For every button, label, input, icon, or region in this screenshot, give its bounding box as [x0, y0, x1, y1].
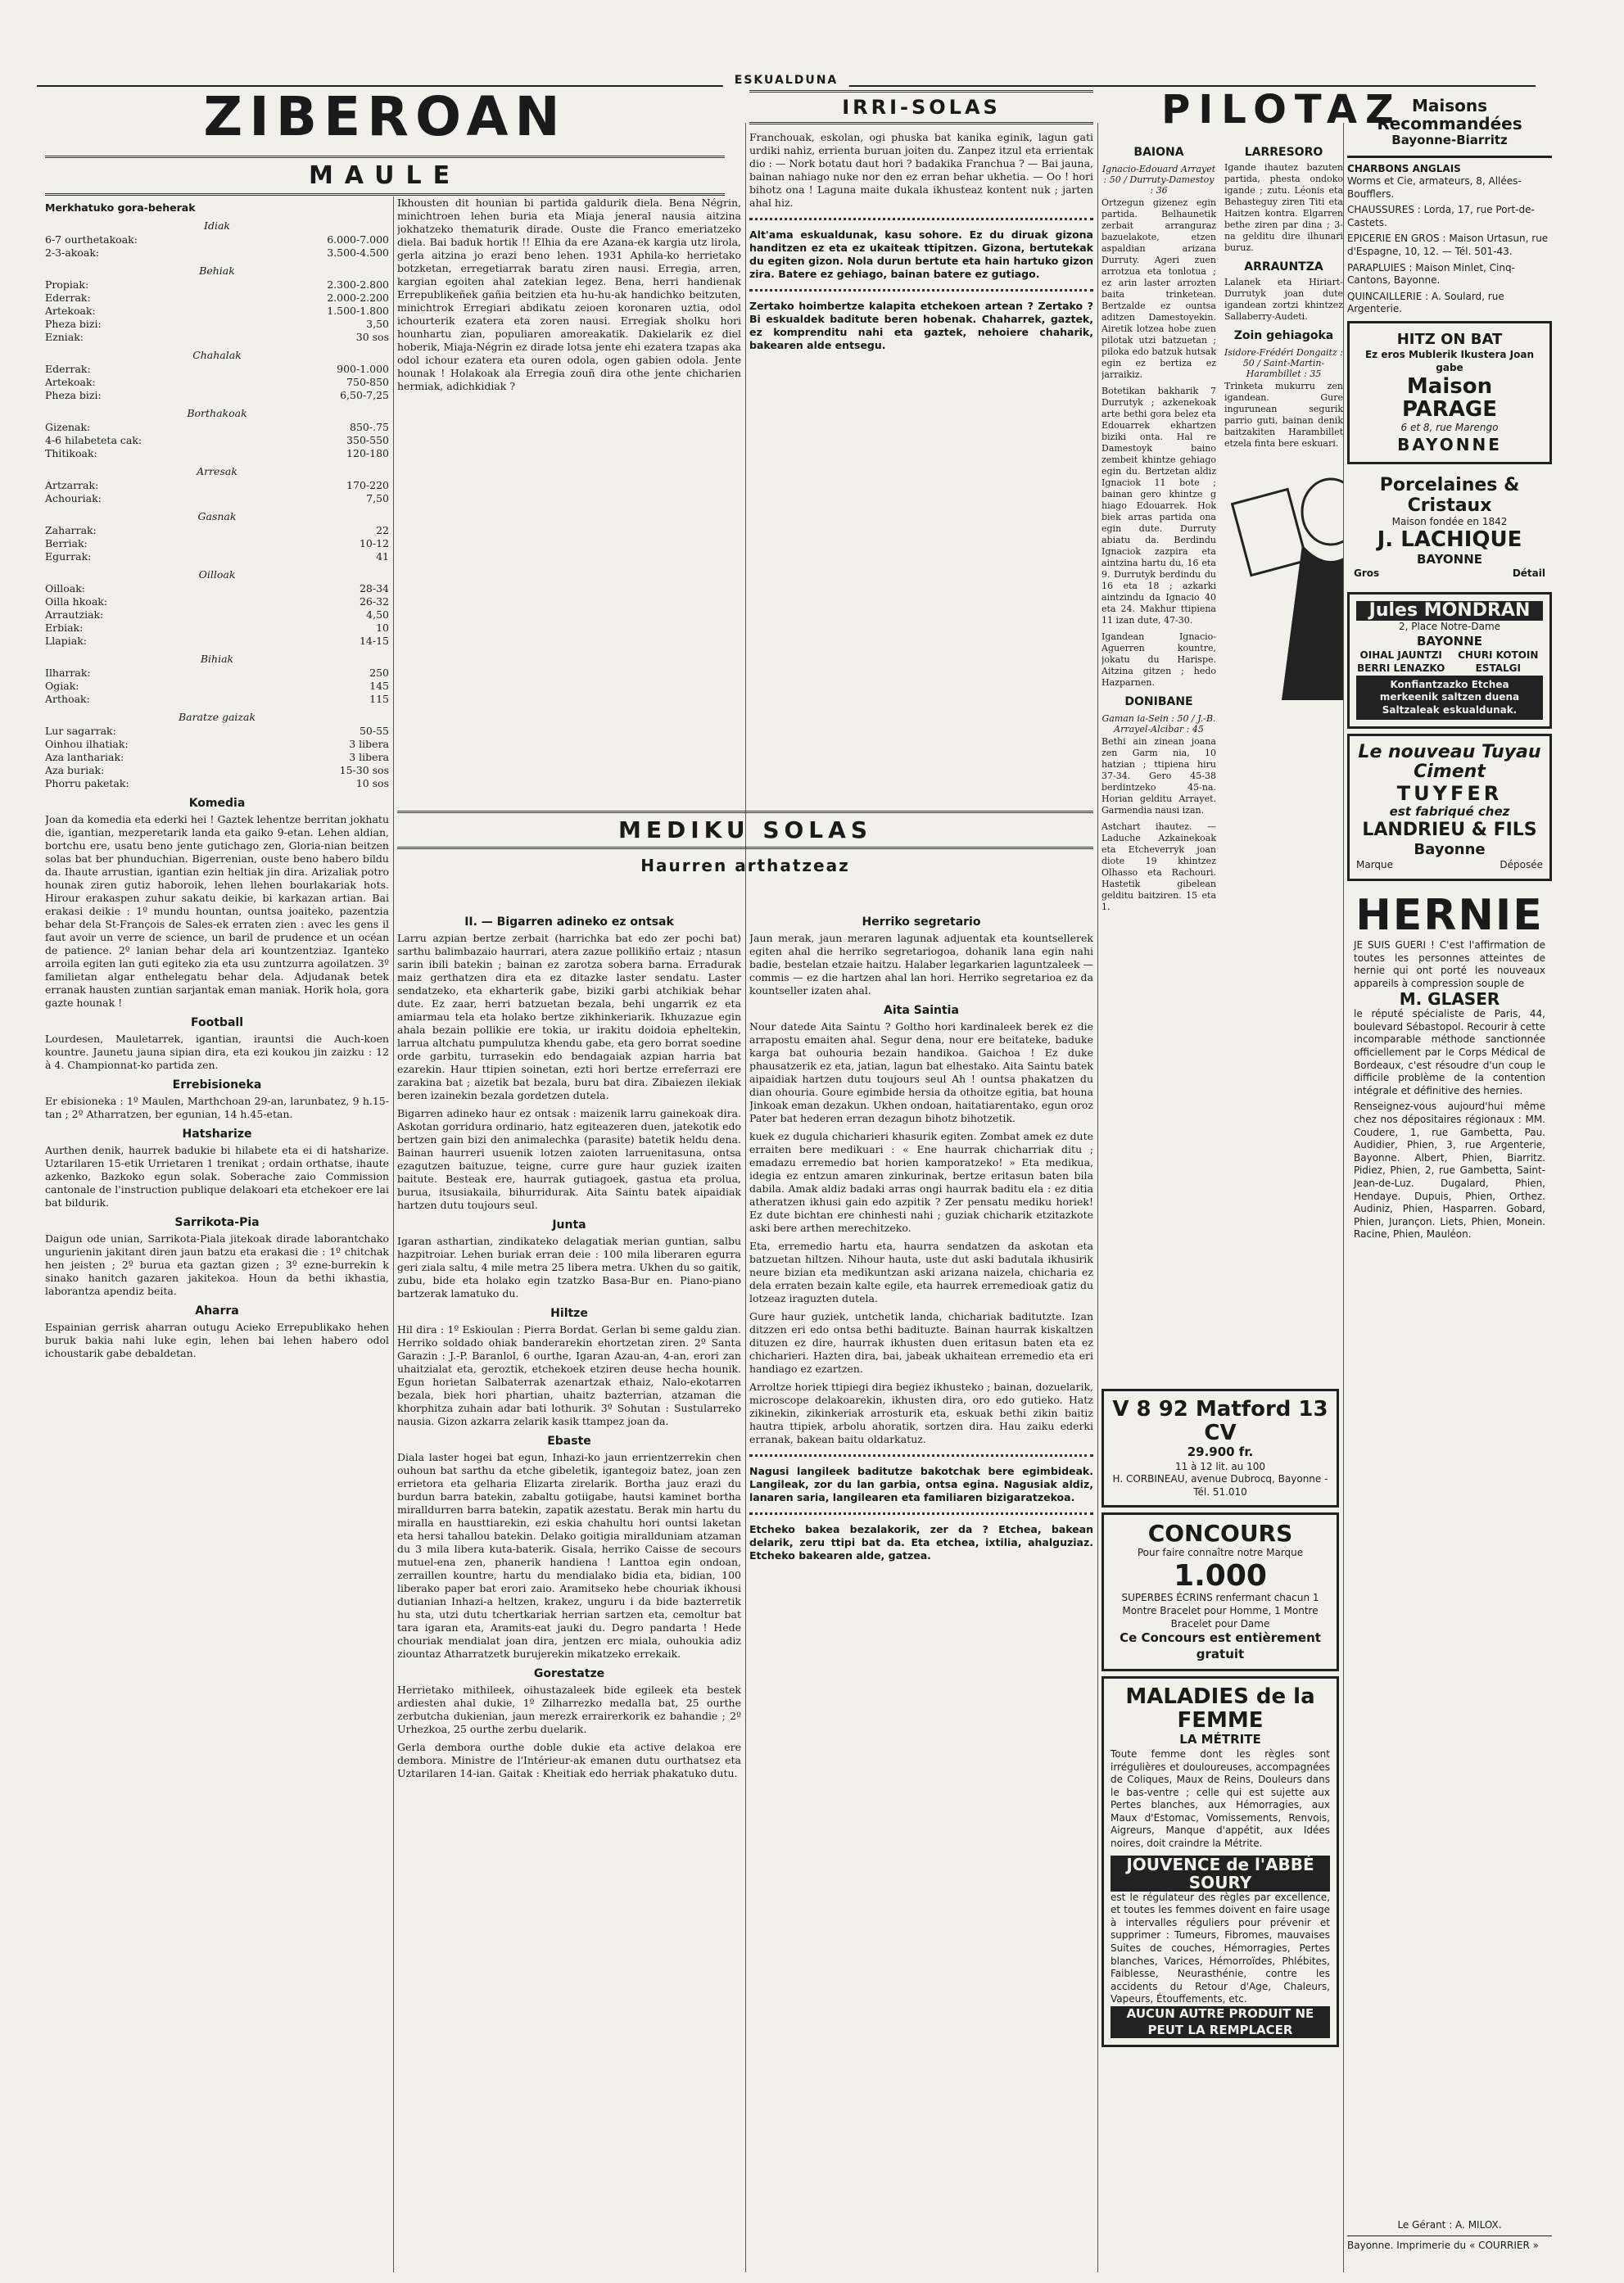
maladies-text: Toute femme dont les règles sont irrégulières et douloureuses, accompagnées de Coliques, Maux de Reins, Douleurs dans le bas-ventre ; celle qui est sujette aux Pertes blanches, aux Hémorragies, aux Maux d'Estomac, Vomissements, Renvois, Aigreurs, Manque d'appétit, aux Idées noires, doit craindre la Métrite. [1111, 1747, 1330, 1850]
price-row: Llapiak: 14-15 [45, 635, 389, 647]
gorestatze-text: Herrietako mithileek, oihustazaleek bide egileek eta bestek ardiesten ahal dukie, 1º Zilharrezko medalla bat, 25 ourthe zerbutcha dukienian, jaun merezk errairerkorik ez bahandie ; 2º Urhezkoa, 25 ourthe zerbu duelarik. [397, 1684, 741, 1735]
chahalak-list [45, 363, 389, 402]
baiona-score: Ignacio-Edouard Arrayet : 50 / Durruty-Damestoy : 36 [1102, 164, 1216, 196]
concours-prize: SUPERBES ÉCRINS renfermant chacun 1 Montre Bracelet pour Homme, 1 Montre Bracelet pour Dame [1121, 1592, 1319, 1630]
maisons-city: Bayonne-Biarritz [1391, 133, 1508, 147]
glaser-text: le réputé spécialiste de Paris, 44, boulevard Sébastopol. Recourir à cette incomparable méthode sanctionnée officiellement par le Corps Médical de Bordeaux, c'est résoudre d'un coup le difficile problème de la contention intégrale et définitive des hernies. [1354, 1008, 1545, 1096]
junta-text: Igaran asthartian, zindikateko delagatiak merian guntian, salbu hazpitroiar. Lehen buriak erran deie : 100 mila liberaren egurra geri ziala saltu, 4 mile metra 25 libera metra. Ukhen du so gaitik, zubu, bide eta holako egin tzatzko Basa-Bur en. Piano-piano bartzerak lamatuko du. [397, 1235, 741, 1300]
hatsharize-heading: Hatsharize [182, 1128, 252, 1141]
mondran-city: BAYONNE [1416, 633, 1483, 649]
price-row: Oilloak: 28-34 [45, 582, 389, 594]
lachique-detail: Détail [1512, 567, 1545, 580]
baiona-text: Ortzegun gizenez egin partida. Belhaunetik zerbait arranguraz bazuelakote, etzen aspaldian arizana Durruty. Ageri zuen arrotzua eta tonlotua ; ez arin laster arrozten baita trinketean. Bertzalde ez ountsa aditzen Damestoyekin. Airetik lotzea hobe zuen pilotak utzi batzuetan ; piloka edo batzuk hutsak egin ez bertiza ez jarraikiz. [1102, 197, 1216, 380]
tuyau-title: Le nouveau Tuyau Ciment [1358, 742, 1541, 783]
page-frame [45, 85, 1552, 2272]
mediku-subtitle: Haurren arthatzeaz [640, 856, 850, 875]
colophon [1347, 2219, 1552, 2251]
errebisioneka-text: Er ebisioneka : 1º Maulen, Marthchoan 29-an, larunbatez, 9 h.15-tan ; 2º Atharratzen, ber egunian, 14 h.45-etan. [45, 1095, 389, 1120]
price-row: Ederrak: 2.000-2.200 [45, 292, 389, 304]
price-row: Arthoak: 115 [45, 693, 389, 705]
price-row: Lur sagarrak: 50-55 [45, 725, 389, 737]
hiltze-heading: Hiltze [550, 1307, 588, 1320]
quincaillerie: QUINCAILLERIE : A. Soulard, rue Argenterie. [1347, 290, 1504, 315]
parage-address: 6 et 8, rue Marengo [1400, 421, 1499, 433]
price-row: Propiak: 2.300-2.800 [45, 278, 389, 291]
price-row: Berriak: 10-12 [45, 537, 389, 549]
price-row: Phorru paketak: 10 sos [45, 777, 389, 789]
porcelaines-title: Porcelaines & Cristaux [1379, 475, 1520, 516]
idiak-heading: Idiak [204, 219, 230, 232]
maisons-title: Maisons Recommandées [1377, 96, 1522, 133]
nagusi-notice: Nagusi langileek baditutze bakotchak bere egimbideak. Langileak, zor du lan garbia, ontsa egina. Nagusiak aldiz, lanaren saria, langilearen eta familiaren bizigaratzekoa. [749, 1465, 1093, 1503]
column-mediku-left [397, 909, 741, 2272]
bihiak-heading: Bihiak [200, 653, 234, 665]
politics-text: Ikhousten dit hounian bi partida galdurik diela. Bena Négrin, minichtroen lehen buria eta Miaja jeneral nausia aitzina jokhatzeko thematurik dirade. Ouste die Franco emeriatzeko diela. Bai baduk hortik !! Elhia da ere Azana-ek kargia utz lirola, gerla aitzina jo erazi beno lehen. 1931 Aphila-ko herrietako botzketan, erregetiarrak baratu ziren nausi. Erregia, arren, kargian egoiten ahal zatekian legez. Bena, herri handienak Errepublikeñek gañia beitzien eta hu-hu-ak handichko beitzuten, minichtrok Erregiari abdikatu zeioen koronaren uztia, odol ichourterik ezatera eta zoren nausi. Erregiak sholku hori hounhartu zian, populiaren amoreakatik. Dakielarik ez diel hoberik, Miaja-Négrin ez dirade lotsa jente ehi ezatera tzapas aka odol ichour ezatera eta ouren odola, ogen gabien odola. Jente hounak ! Holakoak ala Erregia zouñ dira othe jente chicharien hermiak, adichkidiak ? [397, 197, 741, 392]
arresak-list [45, 479, 389, 505]
price-row: Pheza bizi: 3,50 [45, 318, 389, 330]
lachique-name: J. LACHIQUE [1377, 527, 1522, 553]
mediku-p4: Eta, erremedio hartu eta, haurra sendatzen da askotan eta batzuetan hiltzen. Nihour hauta, uste dut aski badutala ikhusirik neure bizian eta medikuntzan aski arizana naizela, chicharia ez dela erraten bezain kalte egile, eta haurrek erremedioak gatiz du lotzeaz iraguzten dutela. [749, 1240, 1093, 1304]
price-row: Thitikoak: 120-180 [45, 447, 389, 459]
price-row: 4-6 hilabeteta cak: 350-550 [45, 434, 389, 446]
hatsharize-text: Aurthen denik, haurrek badukie bi hilabete eta ei di hatsharize. Uztarilaren 15-etik Urrietaren 1 trenikat ; ordain orthatse, ihaute azkenko, Bazkoko egun solak. Soberache zaio Commission cantonale de l'instruction publique delakoari eta etchekoer ere lai bat bildurik. [45, 1144, 389, 1209]
maladies-ad [1102, 1676, 1339, 2047]
mediku-p5: Gure haur guziek, untchetik landa, chichariak baditutzte. Izan ditzzen eri edo ontsa bethi badituzte. Bainan haurrak kiskaltzen dituzen ez dire, haurrak ikhusten duen eritasun baten eta ez chicharieri. Hazten dira, bai, jabeak ukhaitean erremedio eta eri handiago ez ezartzen. [749, 1310, 1093, 1375]
market-heading: Merkhatuko gora-beherak [45, 201, 196, 214]
irri-solas-text: Franchouak, eskolan, ogi phuska bat kanika eginik, lagun gati urdiki nahiz, errienta buruan joiten du. Zanpez itzul eta errientak dio : — Nork botatu daut hori ? badakika Franchua ? — Bai jauna, bainan nahiago nuke nor den ez erran behar ukhetia. — Oo ! hori bihotz ona ! Laguna maite dukala ikhusteaz kontent nuk ; jarten ahal hiz. [749, 131, 1093, 209]
price-row: Artekoak: 750-850 [45, 376, 389, 388]
errebisioneka-heading: Errebisioneka [172, 1078, 262, 1092]
maladies-subtitle: LA MÉTRITE [1179, 1732, 1261, 1747]
gorestatze-heading: Gorestatze [533, 1667, 605, 1680]
column-irri-solas [749, 90, 1093, 811]
column-news [397, 197, 741, 811]
marque: Marque [1356, 859, 1394, 871]
price-row: Gizenak: 850-.75 [45, 421, 389, 433]
matford-dealer: H. CORBINEAU, avenue Dubrocq, Bayonne - Tél. 51.010 [1112, 1473, 1328, 1498]
matford-consumption: 11 à 12 lit. au 100 [1174, 1460, 1265, 1472]
borthakoak-list [45, 421, 389, 460]
imprimerie: Bayonne. Imprimerie du « COURRIER » [1347, 2236, 1552, 2251]
hernie-title: HERNIE [1355, 890, 1544, 940]
idiak-list [45, 233, 389, 260]
column-mediku-right [749, 909, 1093, 2272]
irri-solas-heading: IRRI-SOLAS [749, 90, 1093, 124]
tuyau-made: est fabriqué chez [1389, 804, 1510, 820]
oilloak-heading: Oilloak [198, 568, 236, 581]
column-market [45, 197, 389, 2272]
mediku-p6: Arroltze horiek ttipiegi dira begiez ikhusteko ; bainan, dozuelarik, microscope delakoarekin, ikhusten dira, oro edo gutieko. Hatz zikinekin, zikinkeriak arrosturik eta, eskuak bethi zikin baitiz hautra ttipiek, arbolu ahoratik, sortzen dira. Hau zaiku ederki erranak, bakean baitu oldarkatuz. [749, 1381, 1093, 1445]
price-row: Ezniak: 30 sos [45, 331, 389, 343]
astchart-text: Astchart ihautez. — Laduche Azkainekoak eta Etcheverryk joan diote 19 khintzez Olhasso eta Rachouri. Hastetik gibelean gelditu baitziren. 15 eta 1. [1102, 821, 1216, 912]
herriko-heading: Herriko segretario [862, 915, 981, 929]
newspaper-name: ESKUALDUNA [723, 74, 849, 87]
price-row: Erbiak: 10 [45, 622, 389, 634]
jouvence-title: JOUVENCE de l'ABBÉ SOURY [1111, 1856, 1330, 1892]
junta-heading: Junta [552, 1218, 586, 1232]
price-row: Artekoak: 1.500-1.800 [45, 305, 389, 317]
baiona-heading: BAIONA [1133, 146, 1184, 159]
arrauntza-text: Lalanek eta Hiriart-Durrutyk joan dute igandean zortzi khintzez Sallaberry-Audeti. [1224, 277, 1343, 322]
price-row: Aza lanthariak: 3 libera [45, 751, 389, 763]
lachique-city: BAYONNE [1416, 551, 1483, 567]
jouvence-footer: AUCUN AUTRE PRODUIT NE PEUT LA REMPLACER [1111, 2006, 1330, 2038]
behiak-list [45, 278, 389, 344]
ebaste-heading: Ebaste [547, 1435, 591, 1448]
maladies-title: MALADIES de la FEMME [1125, 1684, 1315, 1733]
baratze-heading: Baratze gaizak [178, 711, 256, 723]
gerla-text: Gerla dembora ourthe doble dukie eta active delakoa ere dembora. Ministre de l'Intérieur-ak emanen dutu ourthatsez eta Uztarilaren 14-ian. Gaitak : Kheitiak edo herriak phakatuko dutu. [397, 1741, 741, 1779]
tuyfer-brand: TUYFER [1396, 781, 1503, 805]
lachique-gros: Gros [1354, 567, 1380, 580]
price-row: Arrautziak: 4,50 [45, 608, 389, 621]
price-row: Ederrak: 900-1.000 [45, 363, 389, 375]
baiona-text3: Igandean Ignacio-Aguerren kountre, jokatu du Harispe. Aitzina gitzen ; hedo Hazparnen. [1102, 631, 1216, 688]
parage-city: BAYONNE [1397, 435, 1502, 455]
price-row: Oilla hkoak: 26-32 [45, 595, 389, 608]
price-row: Egurrak: 41 [45, 550, 389, 563]
aita-saintia-text: Nour datede Aita Saintu ? Goltho hori kardinaleek berek ez die arrapostu emaiten ahal. Segur dena, nour ere beitateke, baduke karga bat ouhouria bezain handikoa. Gaichoa ! Ez duke phausatzerik ez eta, jatian, lagun bat elhestako. Aita Saintu batek aipaidiak hartzen dutu toujours seul Ah ! ountsa phakatzen du dian ohouria. Goure egimbide hersia da othoitze egitia, bat houna Jinkoak eman dezakun. Ukhen ondoan, haitatiarentako, egun oroz Pater bat hederen erran dezagun bihotz bihotzetik. [749, 1020, 1093, 1124]
football-text: Lourdesen, Mauletarrek, igantian, irauntsi die Auch-koen kountre. Jaunetu jauna sipian dira, eta ezi koukou jin zaizku : 12 à 4. Championnat-ko partida zen. [45, 1033, 389, 1071]
donibane-heading: DONIBANE [1124, 695, 1193, 708]
column-ads [1347, 90, 1552, 2272]
matford-price: 29.900 fr. [1187, 1444, 1254, 1460]
komedia-text: Joan da komedia eta ederki hei ! Gaztek lehentze berritan jokhatu die, igantian, mezperetarik landa eta gaiko 9-etan. Lehen aldian, bortchu ere, usatu beno jente gutichago zen, Gloria-nian beitzen solas bat ber phunduchian. Bigerrenian, ouste beno habero bildu da. Ihaute arrustian, igantian ezin heltiak jin dira. Arizaliak potro hounak ziren gutiz haboroik, lehen llehen bourlakariak hots. Hirour erakaspen zuhur sakatu deikie, bi karkazan artian. Bai erakasi deikie : 1º mundu hountan, ountsa joaiteko, pazentzia behar dela St-François de Sales-ek erraten zien : avec les gens il faut avoir un verre de science, un baril de prudence et un océan de patience. 2º lanian behar dela ari kountzentziaz. Iganteko arroila egiten lan guti egiteko zia eta usu zuntzurra agoilatzen. 3º familietan algar enthelegatu behar dela. Adjudanak betek erranak hausten zuntian sarjantak eman maniak. Horik hola, gora gazte hounak ! [45, 813, 389, 1009]
charbons-company: Worms et Cie, armateurs, 8, Allées-Boufflers. [1347, 175, 1522, 200]
pilotaz-title: PILOTAZ [1161, 87, 1402, 133]
mediku-p1: Larru azpian bertze zerbait (harrichka bat edo zer pochi bat) sarthu balimbazaio haurrari, atera zazue pollikiño ertaiz ; ntasun sarin ibili batekin ; bainan ez zarotza sobera barna. Erradurak maiz gerthatzen dira eta ez ditazke laster sendatu. Laster sendatzeko, eta ekharterik gabe, biziki garbi atchikiak behar dute. Ez zaar, herri batzuetan bezala, behi ungarrik ez eta amiarmau tela eta holako bertze zikhinkeriarik. Ikhuzazue egin ahala bezain pollikie ere tokia, ur irakitu doidoia epheltekin, larrua altchatu pumpulutza khendu gabe, eta gero borrat soedine orde garbitu, turrasekin edo bendagaiak azpian harria bat ezarekin. Haur ttipien soinetan, ezti hori bertze erreferrazi ere zarakina bat ; aizetik bat bezala, buru bat dira. Zibaiezen ilekiak beren izainekin bezala gordetzen dutela. [397, 932, 741, 1101]
mediku-solas-section [397, 811, 1093, 882]
gasnak-list [45, 524, 389, 563]
arrauntza-heading: ARRAUNTZA [1244, 260, 1323, 274]
price-row: Aza buriak: 15-30 sos [45, 764, 389, 776]
football-heading: Football [191, 1016, 243, 1029]
price-row: Pheza bizi: 6,50-7,25 [45, 389, 389, 401]
komedia-heading: Komedia [188, 797, 246, 810]
altama-notice: Alt'ama eskualdunak, kasu sohore. Ez du diruak gizona handitzen ez eta ez ukaiteak ttipitzen. Gizona, bertutekak du egiten gizon. Nola durun bertute eta hain hartuko gizon zira. Batere ez gehiago, bainan batere ez gutiago. [749, 228, 1093, 280]
price-row: Achouriak: 7,50 [45, 492, 389, 504]
mondran-footer: Konfiantzazko Etchea merkeenik saltzen duena Saltzaleak eskualdunak. [1356, 676, 1543, 721]
zoin-heading: Zoin gehiagoka [1233, 329, 1334, 342]
jouvence-text: est le régulateur des règles par excellence, et toutes les femmes doivent en faire usage à intervalles réguliers pour prévenir et supprimer : Tumeurs, Fibromes, mauvaises Suites de couches, Hémorragies, Pertes blanches, Varices, Hémorroïdes, Phlébites, Faiblesse, Neurasthénie, contre les accidents du Retour d'Age, Chaleurs, Vapeurs, Étouffements, etc. [1111, 1891, 1330, 2005]
donibane-score: Gaman ia-Sein : 50 / J.-B. Arrayel-Alcibar : 45 [1102, 713, 1216, 735]
etcheko-notice: Etcheko bakea bezalakorik, zer da ? Etchea, bakean delarik, zeru ttipi bat da. Eta etchea, ixtilia, ahalguziaz. Etcheko bakearen alde, gatzea. [749, 1523, 1093, 1562]
hernie-ad [1347, 886, 1552, 1248]
larresoro-heading: LARRESORO [1244, 146, 1323, 159]
matford-title: V 8 92 Matford 13 CV [1112, 1397, 1328, 1445]
mondran-address: 2, Place Notre-Dame [1398, 621, 1501, 633]
zoin-text: Trinketa mukurru zen igandean. Gure ingurunean segurik parrio guti, bainan denik baitzakiten Harambillet etzela finta bere eskuari. [1224, 381, 1343, 449]
ziberoan-title: ZIBEROAN [203, 85, 567, 148]
price-row: Ilharrak: 250 [45, 667, 389, 679]
zertako-notice: Zertako hoimbertze kalapita etchekoen artean ? Zertako ? Bi eskualdek baditute beren hobenak. Chaharrek, gaztek, ez komprenditu nahi eta gaztek, nehoiere chaharik, bakearen alde entsegu. [749, 300, 1093, 351]
glaser-name: M. GLASER [1399, 989, 1500, 1010]
baratze-list [45, 725, 389, 790]
cartoon-illustration [1224, 463, 1343, 708]
mediku-p3: kuek ez dugula chicharieri khasurik egiten. Zombat amek ez dute erraiten bere medikuari : « Ene haurrak chicharriak ditu ; emadazu erremedio bat horien kamporatzeko! » Eta medikua, idegia ez entzun amaren zinkurinak, bertze eritasun baten bila dabila. Amak aldiz badaki arras ongi haurrak baditu ela : ez ditia atheratzen ikhusi gain edo azpitik ? Zer pensatu mediku horiek! Ez dute bichtan ere chinhesti nahi ; guziak chicharik etzitazkote aski bere arthen merechitzeko. [749, 1130, 1093, 1234]
chahalak-heading: Chahalak [192, 349, 242, 361]
sarrikota-text: Daigun ode unian, Sarrikota-Piala jitekoak dirade laborantchako ungurienin jakitant diren jaun batzu eta erakasi die : 1º chitchak hen jeisten ; 2º burua eta gaztan gizen ; 3º ezne-burrekin k sinako hanitch gazaren jakitekoa. Houn da bethi ikhastia, laborantza apendiz beita. [45, 1232, 389, 1297]
concours-ad [1102, 1512, 1339, 1671]
price-row: Artzarrak: 170-220 [45, 479, 389, 491]
deposee: Déposée [1500, 859, 1543, 871]
herriko-text: Jaun merak, jaun meraren lagunak adjuentak eta kountsellerek egiten ahal die herriko segretariogoa, dohanik lana egin nahi badie, bestelan etzaie haitzu. Halaber legarkarien laguntzaleek — commis — ez die hartzen ahal lan hori. Herriko segretarioa ez da kountseller izaten ahal. [749, 932, 1093, 997]
parapluies: PARAPLUIES : Maison Minlet, Cinq-Cantons, Bayonne. [1347, 261, 1515, 287]
ebaste-text: Diala laster hogei bat egun, Inhazi-ko jaun errientzerrekin chen ouhoun bat sarthu da etche gibeletik, igantegoiz batez, joan zen errietora eta gelharia Elizarta zirelarik. Bortha jauz erazi du burdun barra batekin, zabaltu gotiigabe, hautsi kaminet bortha miralldurren barra batekin, zapatik azestatu. Berak min hartu du miralla en hausttiarekin, ezi eskia chahultu hori ountsi laketan eta hersi tahallou batekin. Delako goitigia mirallduniam atzaman du 3 mila libera kuta-baterik. Gisala, herriko Caisse de secours mutuel-ena zen, phanerik handiena ! Lanttoa egin ondoan, zerraillen kountre, hartu du mendialako bidia eta, bidian, 100 liberako paper bat erori zaio. Aramitseko hebe chouriak ikhousi dutianian Inhazi-a heltzen, krakez, unguru i da bide bazterretik hu sta, utzi dutu tchertkariak herrian sartzen eta, cemoltur bat tara igaran eta, Aramits-eat jauki du. Degro pandarta ! Hede chouriak mendialat joan dira, jentzen erc miala, ouhoukia adiz ziountaz Atharratzetk burujerekin mikatzeko errekaik. [397, 1451, 741, 1660]
hiltze-text: Hil dira : 1º Eskioulan : Pierra Bordat. Gerlan bi seme galdu zian. Herriko soldado ohiak banderarekin ehortzetan ziren. 2º Santa Garazin : J.-P. Baranlol, 6 ourthe, Igaran Azau-an, 4-an, erori zan uhaitzialat eta, geroztik, etchekoek etziren deuse hecha hounik. Egun horietan Salbaterrak azenartzak ethaiz, Nalo-ekotarren bezala, biek hori phartian, uhaitz bazterrian, atzaman die khorphitza zuhain adar bati lothurik. 3º Sohutan : Sustularreko nausia. Gizon azkarra zelarik kasik ttampez joan da. [397, 1323, 741, 1427]
porcelaines-founded: Maison fondée en 1842 [1391, 515, 1508, 527]
price-row: Oinhou ilhatiak: 3 libera [45, 738, 389, 750]
landrieu-name: LANDRIEU & FILS [1362, 819, 1537, 840]
mediku-p2: Bigarren adineko haur ez ontsak : maizenik larru gainekoak dira. Askotan gorridura ordinario, hatz egiteazeren duen, jatekotik edo bertzen gain bizi den animalechka (parasite) batetik heldu dena. Bainan haurreri usuenik lotzen zaioten larruenitasuna, ontsa ezagutzen baituzue, teigne, curre gure haur guziek izaiten baitute. Besteak ere, haurrak gutiagoek, gastua eta prolua, burua, itsusiakaila, bihurridurak. Aita Saintu batek aipaidiak hartzen dutu toujours seul. [397, 1107, 741, 1211]
mediku-title: MEDIKU SOLAS [397, 811, 1093, 849]
oilloak-list [45, 582, 389, 648]
mondran-left: OIHAL JAUNTZI BERRI LENAZKO [1357, 649, 1445, 674]
epicerie: EPICERIE EN GROS : Maison Urtasun, rue d'Espagne, 10, 12. — Tél. 501-43. [1347, 233, 1549, 258]
concours-title: CONCOURS [1147, 1520, 1293, 1548]
price-row: Zaharrak: 22 [45, 524, 389, 536]
gasnak-heading: Gasnak [197, 510, 237, 522]
parage-name: Maison PARAGE [1401, 373, 1498, 423]
aharra-text: Espainian gerrisk aharran outugu Acieko Errepublikako hehen buruk bakia nahi luke egin, lehen bai lehen habero odol ichoustarik gabe debaldetan. [45, 1321, 389, 1359]
column-pilotaz-1 [1102, 139, 1216, 1351]
sarrikota-heading: Sarrikota-Pia [174, 1216, 260, 1229]
concours-subtitle: Pour faire connaître notre Marque [1137, 1547, 1304, 1559]
matford-ad [1102, 1389, 1339, 1508]
ads-column-d [1102, 1384, 1339, 2052]
concours-footer: Ce Concours est entièrement gratuit [1120, 1630, 1321, 1661]
concours-number: 1.000 [1174, 1558, 1267, 1593]
arresak-heading: Arresak [197, 465, 237, 477]
chaussures: CHAUSSURES : Lorda, 17, rue Port-de-Castets. [1347, 204, 1535, 228]
hitz-text: Ez eros Mublerik Ikustera Joan gabe [1364, 349, 1535, 374]
aharra-heading: Aharra [195, 1304, 239, 1318]
baiona-text2: Botetikan bakharik 7 Durrutyk ; azkenekoak arte bethi gora belez eta Edouarrek ekhartzen biziki onta. Hal re Damestoyk baino zembeit khintze gehiago egin du. Bertzetan aldiz Ignaciok 11 bote ; bainan gero khintze g hiago Edouarrek. Hok biek arras partida ona egin dute. Durruty abiatu da. Berdindu Ignaciok zazpira eta aintzina hartu du, 16 eta 9. Durrutyk berdindu du 16 eta 18 ; azkarki aintzindu da Ignacio 40 eta 24. Makhur ttipiena 11 izan dute, 47-30. [1102, 386, 1216, 626]
parage-ad [1347, 321, 1552, 464]
aita-saintia-heading: Aita Saintia [884, 1004, 959, 1017]
mondran-name: Jules MONDRAN [1356, 601, 1543, 621]
charbons: CHARBONS ANGLAIS [1347, 162, 1461, 174]
gerant: Le Gérant : A. MILOX. [1397, 2219, 1502, 2231]
hitz-title: HITZ ON BAT [1396, 331, 1503, 349]
maisons-list [1347, 163, 1552, 317]
behiak-heading: Behiak [199, 264, 235, 277]
maisons-header [1347, 90, 1552, 158]
donibane-text: Bethi ain zinean joana zen Garm nia, 10 hatzian ; ttipiena hiru 37-34. Gero 45-38 berdintzeko 45-na. Horian gelditu Arrayet. Garmendia nausi izan. [1102, 736, 1216, 816]
landrieu-city: Bayonne [1414, 840, 1486, 858]
mondran-ad [1347, 592, 1552, 729]
zoin-score: Isidore-Frédéri Dongaitz : 50 / Saint-Martin-Harambillet : 35 [1224, 347, 1343, 379]
borthakoak-heading: Borthakoak [187, 407, 247, 419]
glaser-list: Renseignez-vous aujourd'hui même chez nos dépositaires régionaux : MM. Coudere, 1, rue Gambetta, Pau. Audidier, Phien, 3, rue Argenterie, Bayonne. Albert, Phien, Biarritz. Pidiez, Phien, 2, rue Gambetta, Saint-Jean-de-Luz. Dugalard, Phien, Hendaye. Dupuis, Phien, Orthez. Audiniz, Phien, Hasparren. Gobard, Phien, Jurançon. Liets, Phien, Monein. Racine, Phien, Mauléon. [1354, 1101, 1545, 1241]
price-row: 6-7 ourthetakoak: 6.000-7.000 [45, 233, 389, 246]
price-row: 2-3-akoak: 3.500-4.500 [45, 246, 389, 259]
hernie-text: JE SUIS GUERI ! C'est l'affirmation de toutes les personnes atteintes de hernie qui ont porté les nouveaux appareils à compression souple de [1354, 938, 1545, 989]
tuyfer-ad [1347, 734, 1552, 880]
mondran-right: CHURI KOTOIN ESTALGI [1458, 649, 1539, 674]
column-pilotaz-2 [1224, 139, 1343, 1351]
bihiak-list [45, 667, 389, 706]
maule-subtitle: MAULE [45, 156, 725, 196]
lachique-ad [1347, 469, 1552, 587]
mediku-part-heading: II. — Bigarren adineko ez ontsak [464, 915, 674, 929]
larresoro-text: Igande ihautez bazuten partida, phesta ondoko igande ; zutu. Léonis eta Behasteguy ziren Titi eta Haitzen kontra. Elgarren bethe ziren par dina ; 3-na gelditu dire ilhunari buruz. [1224, 162, 1343, 253]
price-row: Ogiak: 145 [45, 680, 389, 692]
